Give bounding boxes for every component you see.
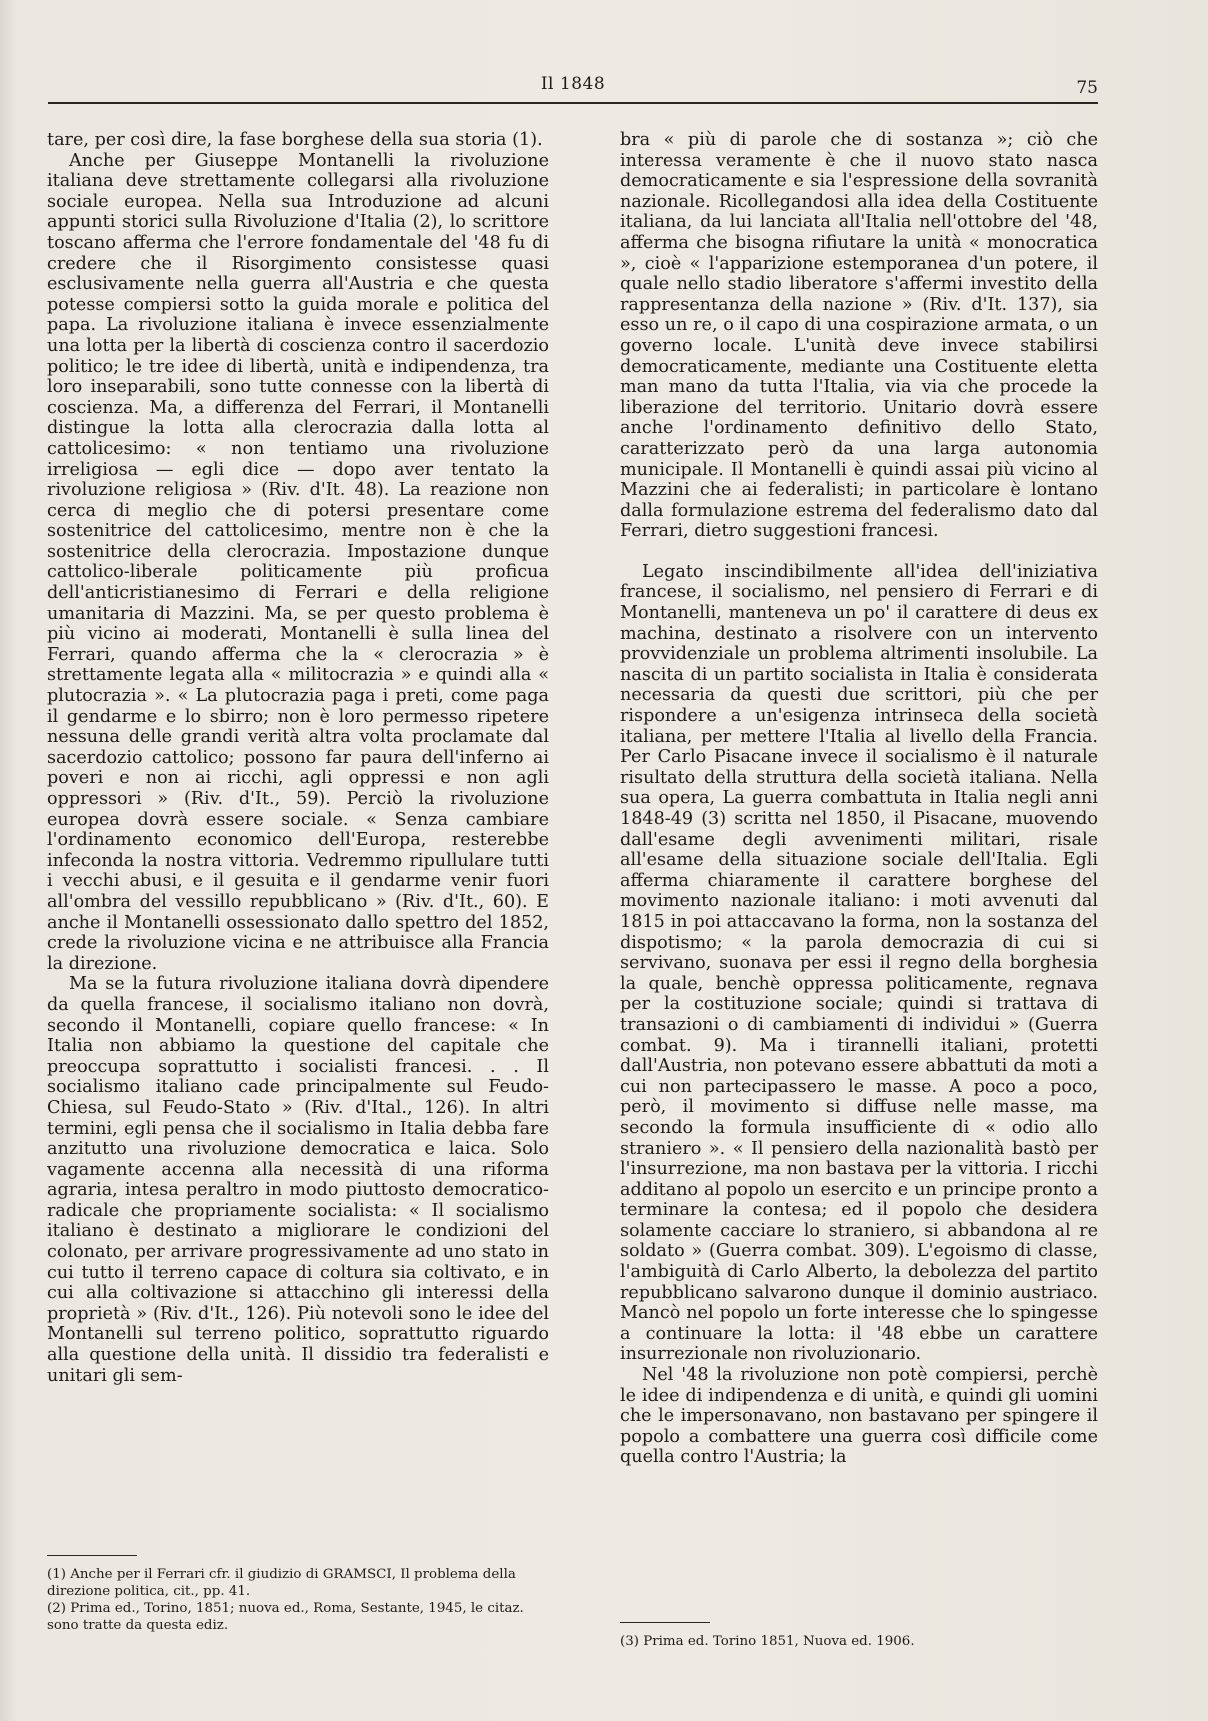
page-number: 75 — [1076, 78, 1098, 98]
footnote: (1) Anche per il Ferrari cfr. il giudizio di GRAMSCI, Il problema della direzione politica, cit., pp. 41. — [47, 1567, 516, 1599]
paragraph: bra « più di parole che di sostanza »; ciò che interessa veramente è che il nuovo stato nasca democraticamente e sia l'espressione della sovranità nazionale. Ricollegandosi alla idea della Costituente italiana, da lui lanciata all'Italia nell'ottobre del '48, afferma che bisogna rifiutare la unità « monocratica », cioè « l'apparizione estemporanea d'un potere, il quale nello stadio liberatore s'affermi investito della rappresentanza della nazione » (Riv. d'It. 137), sia esso un re, o il capo di una cospirazione armata, o un governo locale. L'unità deve invece stabilirsi democraticamente, mediante una Costituente eletta man mano da tutta l'Italia, via via che procede la liberazione del territorio. Unitario dovrà essere anche l'ordinamento definitivo dello Stato, caratterizzato però da una larga autonomia municipale. Il Montanelli è quindi assai più vicino al Mazzini che ai federalisti; in particolare è lontano dalla formulazione estrema del federalismo dato dal Ferrari, dietro suggestioni francesi. — [620, 130, 1098, 542]
right-column — [620, 130, 1098, 1690]
footnotes-right — [620, 1622, 1098, 1650]
footnotes-left — [47, 1555, 549, 1634]
paragraph: tare, per così dire, la fase borghese della sua storia (1). — [47, 130, 543, 150]
left-column — [47, 130, 549, 1690]
paragraph: Ma se la futura rivoluzione italiana dovrà dipendere da quella francese, il socialismo italiano non dovrà, secondo il Montanelli, copiare quello francese: « In Italia non abbiamo la questione del capitale che preoccupa soprattutto i socialisti francesi. . . Il socialismo italiano cade principalmente sul Feudo-Chiesa, sul Feudo-Stato » (Riv. d'Ital., 126). In altri termini, egli pensa che il socialismo in Italia debba fare anzitutto una rivoluzione democratica e laica. Solo vagamente accenna alla necessità di una riforma agraria, intesa peraltro in modo piuttosto democratico-radicale che propriamente socialista: « Il socialismo italiano è destinato a migliorare le condizioni del colonato, per arrivare progressivamente ad uno stato in cui tutto il terreno capace di coltura sia coltivato, e in cui alla coltivazione si attacchino gli interessi della proprietà » (Riv. d'It., 126). Più notevoli sono le idee del Montanelli sul terreno politico, soprattutto riguardo alla questione della unità. Il dissidio tra federalisti e unitari gli sem- — [47, 974, 549, 1386]
footnote: (3) Prima ed. Torino 1851, Nuova ed. 1906. — [620, 1634, 915, 1649]
footnote-rule — [47, 1555, 137, 1556]
section-gap — [620, 542, 1098, 562]
footnote: (2) Prima ed., Torino, 1851; nuova ed., Roma, Sestante, 1945, le citaz. sono tratte da questa ediz. — [47, 1601, 524, 1633]
paragraph: Nel '48 la rivoluzione non potè compiersi, perchè le idee di indipendenza e di unità, e quindi gli uomini che le impersonavano, non bastavano per spingere il popolo a combattere una guerra così difficile come quella contro l'Austria; la — [620, 1365, 1098, 1468]
paragraph: Anche per Giuseppe Montanelli la rivoluzione italiana deve strettamente collegarsi alla rivoluzione sociale europea. Nella sua Introduzione ad alcuni appunti storici sulla Rivoluzione d'Italia (2), lo scrittore toscano afferma che l'errore fondamentale del '48 fu di credere che il Risorgimento consistesse quasi esclusivamente nella guerra all'Austria e che questa potesse compiersi sotto la guida morale e politica del papa. La rivoluzione italiana è invece essenzialmente una lotta per la libertà di coscienza contro il sacerdozio politico; le tre idee di libertà, unità e indipendenza, tra loro inseparabili, sono tutte connesse con la libertà di coscienza. Ma, a differenza del Ferrari, il Montanelli distingue la lotta alla clerocrazia dalla lotta al cattolicesimo: « non tentiamo una rivoluzione irreligiosa — egli dice — dopo aver tentato la rivoluzione religiosa » (Riv. d'It. 48). La reazione non cerca di meglio che di potersi presentare come sostenitrice del cattolicesimo, mentre non è che la sostenitrice della clerocrazia. Impostazione dunque cattolico-liberale politicamente più proficua dell'anticristianesimo di Ferrari e della religione umanitaria di Mazzini. Ma, se per questo problema è più vicino ai moderati, Montanelli è sulla linea del Ferrari, quando afferma che la « clerocrazia » è strettamente legata alla « militocrazia » e quindi alla « plutocrazia ». « La plutocrazia paga i preti, come paga il gendarme e lo sbirro; non è loro permesso ripetere nessuna delle grandi verità altra volta proclamate dal sacerdozio cattolico; possono far paura dell'inferno ai poveri e non ai ricchi, agli oppressi e non agli oppressori » (Riv. d'It., 59). Perciò la rivoluzione europea dovrà essere sociale. « Senza cambiare l'ordinamento economico dell'Europa, resterebbe infeconda la nostra vittoria. Vedremmo ripullulare tutti i vecchi abusi, e il gesuita e il gendarme venir fuori all'ombra del vessillo repubblicano » (Riv. d'It., 60). E anche il Montanelli ossessionato dallo spettro del 1852, crede la rivoluzione vicina e ne attribuisce alla Francia la direzione. — [47, 150, 549, 974]
running-title: Il 1848 — [540, 74, 606, 94]
footnote-rule — [620, 1622, 710, 1623]
page-header — [48, 72, 1098, 104]
paragraph: Legato inscindibilmente all'idea dell'iniziativa francese, il socialismo, nel pensiero di Ferrari e di Montanelli, manteneva un po' il carattere di deus ex machina, destinato a risolvere con un intervento provvidenziale un problema altrimenti insolubile. La nascita di un partito socialista in Italia è considerata necessaria da questi due scrittori, più che per rispondere a un'esigenza intrinseca della società italiana, per mettere l'Italia al livello della Francia. Per Carlo Pisacane invece il socialismo è il naturale risultato della struttura della società italiana. Nella sua opera, La guerra combattuta in Italia negli anni 1848-49 (3) scritta nel 1850, il Pisacane, muovendo dall'esame degli avvenimenti militari, risale all'esame della situazione sociale dell'Italia. Egli afferma chiaramente il carattere borghese del movimento nazionale italiano: i moti avvenuti dal 1815 in poi attaccavano la forma, non la sostanza del dispotismo; « la parola democrazia di cui si servivano, suonava per essi il regno della borghesia la quale, benchè oppressa politicamente, regnava per la costituzione sociale; quindi si trattava di transazioni o di cambiamenti di individui » (Guerra combat. 9). Ma i tirannelli italiani, protetti dall'Austria, non potevano essere abbattuti da moti a cui non partecipassero le masse. A poco a poco, però, il movimento si diffuse nelle masse, ma secondo la formula insufficiente di « odio allo straniero ». « Il pensiero della nazionalità bastò per l'insurrezione, ma non bastava per la vittoria. I ricchi additano al popolo un esercito e un principe pronto a terminare la contesa; ed il popolo che desidera solamente cacciare lo straniero, si abbandona al re soldato » (Guerra combat. 309). L'egoismo di classe, l'ambiguità di Carlo Alberto, la debolezza del partito repubblicano salvarono dunque il dominio austriaco. Mancò nel popolo un forte interesse che lo spingesse a continuare la lotta: il '48 ebbe un carattere insurrezionale non rivoluzionario. — [620, 561, 1098, 1365]
